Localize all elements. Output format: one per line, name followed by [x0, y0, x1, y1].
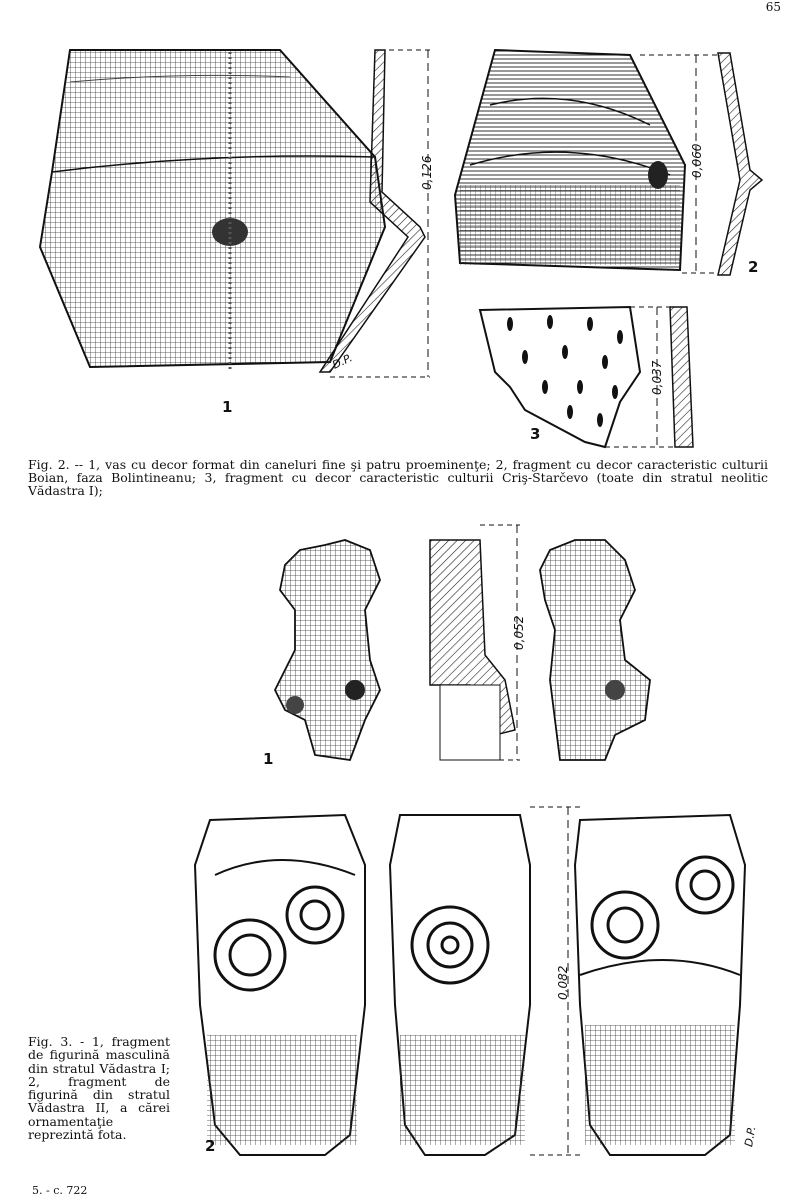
fragment-boian-drawing: [450, 45, 770, 280]
fig2-signature: D.P.: [330, 351, 355, 372]
fig2-dim-1: 0,126: [420, 155, 434, 190]
page-number: 65: [765, 0, 781, 14]
fig2-label-2: 2: [748, 258, 759, 276]
fig2-label-1: 1: [222, 398, 233, 416]
fig2-dim-3: 0,037: [650, 360, 664, 395]
fig3-caption: Fig. 3. - 1, fragment de figurină masculină din stratul Vădastra I; 2, fragment de figurină din stratul Vădastra II, a cărei ornamentaţie reprezintă fota.: [28, 1034, 170, 1143]
page-footer: 5. - c. 722: [32, 1184, 88, 1197]
fig3-label-1: 1: [263, 750, 274, 768]
fig3-dim-1: 0,052: [512, 615, 526, 650]
fig3-label-2: 2: [205, 1137, 216, 1155]
fig3-dim-2: 0,082: [556, 965, 570, 1000]
vessel-drawing: [30, 42, 450, 387]
fragment-cris-drawing: [475, 302, 705, 452]
fig2-label-3: 3: [530, 425, 541, 443]
fig2-caption: Fig. 2. -- 1, vas cu decor format din caneluri fine şi patru proeminenţe; 2, fragment cu decor caracteristic culturii Boian, faza Bolintineanu; 3, fragment cu decor caracteristic culturii Criş-Starčevo (toate din stratul neolitic Vădastra I);: [28, 457, 768, 498]
fig3-signature: D.P.: [742, 1125, 759, 1148]
male-figurine-drawing: [265, 520, 685, 765]
ornamented-figurine-drawing: [185, 805, 765, 1165]
fig2-dim-2: 0,060: [690, 143, 704, 178]
